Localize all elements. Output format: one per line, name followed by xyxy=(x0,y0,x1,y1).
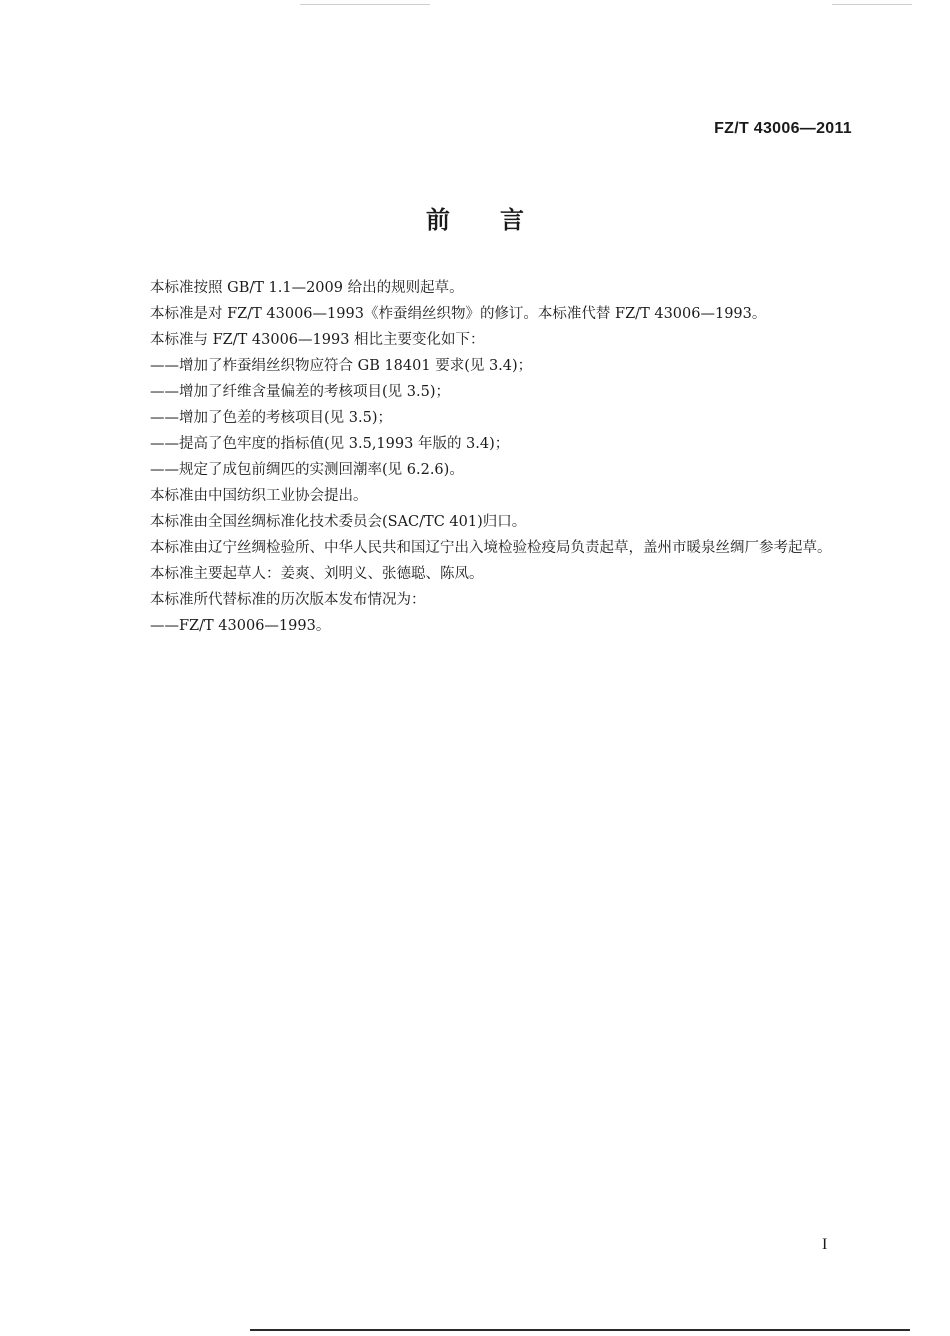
paragraph: 本标准由全国丝绸标准化技术委员会(SAC/TC 401)归口。 xyxy=(150,514,527,530)
scan-edge-line xyxy=(300,4,430,5)
standard-code: FZ/T 43006—2011 xyxy=(714,120,852,137)
paragraph: 本标准由辽宁丝绸检验所、中华人民共和国辽宁出入境检验检疫局负责起草，盖州市暖泉丝绸厂参考起草。 xyxy=(150,540,832,556)
previous-version-item: ——FZ/T 43006—1993。 xyxy=(150,618,331,634)
change-item: ——提高了色牢度的指标值(见 3.5,1993 年版的 3.4)； xyxy=(150,436,510,452)
paragraph: 本标准是对 FZ/T 43006—1993《柞蚕绢丝织物》的修订。本标准代替 FZ/T 43006—1993。 xyxy=(150,306,767,322)
change-item: ——增加了纤维含量偏差的考核项目(见 3.5)； xyxy=(150,384,450,400)
paragraph: 本标准所代替标准的历次版本发布情况为： xyxy=(150,592,426,608)
paragraph: 本标准按照 GB/T 1.1—2009 给出的规则起草。 xyxy=(150,280,464,296)
paragraph: 本标准与 FZ/T 43006—1993 相比主要变化如下： xyxy=(150,332,485,348)
change-item: ——增加了色差的考核项目(见 3.5)； xyxy=(150,410,392,426)
page-title: 前言 xyxy=(426,206,574,234)
change-item: ——规定了成包前绸匹的实测回潮率(见 6.2.6)。 xyxy=(150,462,464,478)
scan-edge-line xyxy=(832,4,912,5)
paragraph: 本标准由中国纺织工业协会提出。 xyxy=(150,488,368,504)
page-number: I xyxy=(822,1236,828,1253)
bottom-edge-line xyxy=(250,1329,910,1331)
paragraph: 本标准主要起草人：姜爽、刘明义、张德聪、陈凤。 xyxy=(150,566,484,582)
change-item: ——增加了柞蚕绢丝织物应符合 GB 18401 要求(见 3.4)； xyxy=(150,358,533,374)
foreword-body xyxy=(117,275,855,639)
